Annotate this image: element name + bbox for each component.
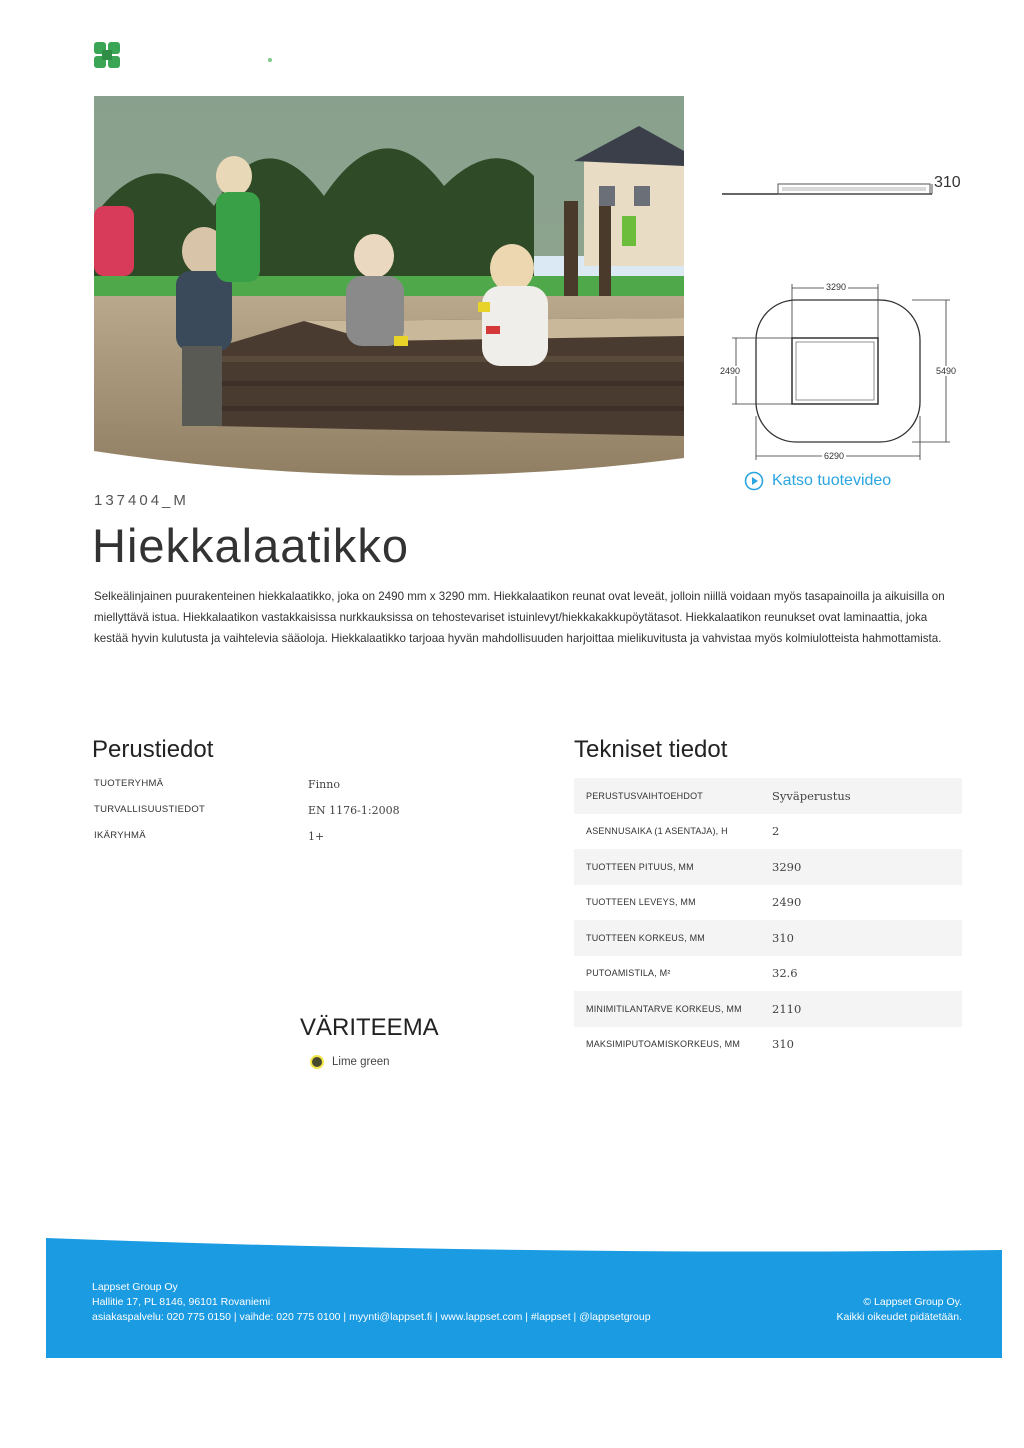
tech-info-value: 310	[772, 930, 794, 945]
tech-info-title: Tekniset tiedot	[574, 736, 728, 763]
tech-info-label: TUOTTEEN PITUUS, MM	[586, 861, 694, 872]
product-title: Hiekkalaatikko	[92, 519, 410, 572]
tech-info-row	[574, 814, 962, 850]
footer-address: Hallitie 17, PL 8146, 96101 Rovaniemi	[92, 1296, 271, 1308]
basic-info-value: 1+	[308, 830, 325, 843]
footer-company: Lappset Group Oy	[92, 1281, 178, 1293]
basic-info-row	[94, 798, 454, 824]
color-swatch-label: Lime green	[332, 1056, 390, 1068]
tech-info-value: 2110	[772, 1001, 802, 1016]
basic-info-label: IKÄRYHMÄ	[94, 830, 146, 841]
footer-copyright	[790, 1295, 962, 1325]
bottom-width-label: 6290	[824, 451, 845, 461]
tech-info-label: MAKSIMIPUTOAMISKORKEUS, MM	[586, 1039, 741, 1050]
tech-info-label: MINIMITILANTARVE KORKEUS, MM	[586, 1003, 742, 1014]
basic-info-value: EN 1176-1:2008	[308, 804, 400, 817]
tech-info-row	[574, 991, 962, 1027]
basic-info-row	[94, 772, 454, 798]
copyright-text: © Lappset Group Oy.	[863, 1296, 962, 1308]
top-width-label: 3290	[826, 282, 847, 292]
tech-info-value: 2490	[772, 895, 802, 910]
lime-green-swatch	[310, 1055, 324, 1069]
tech-info-value: 2	[772, 824, 780, 839]
playground-photo	[94, 96, 684, 484]
tech-info-value: 310	[772, 1037, 794, 1052]
tech-info-table	[574, 778, 962, 1062]
color-theme-title: VÄRITEEMA	[300, 1014, 439, 1041]
clover-logo-icon	[94, 42, 120, 68]
basic-info-label: TURVALLISUUSTIEDOT	[94, 804, 206, 815]
tech-info-row	[574, 920, 962, 956]
tech-info-label: ASENNUSAIKA (1 ASENTAJA), H	[586, 826, 728, 837]
basic-info-value: Finno	[308, 778, 340, 791]
product-code: 137404_M	[94, 492, 189, 509]
tech-info-row	[574, 1027, 962, 1063]
tech-info-value: 3290	[772, 859, 802, 874]
watch-video-label: Katso tuotevideo	[772, 472, 892, 489]
color-swatch-item	[310, 1055, 390, 1069]
watch-video-link[interactable]	[744, 468, 891, 494]
tech-info-row	[574, 849, 962, 885]
tech-info-value: 32.6	[772, 966, 798, 981]
right-depth-label: 5490	[936, 366, 957, 376]
top-view-drawing	[712, 276, 972, 472]
logo-mark-dot	[268, 58, 272, 62]
play-circle-icon	[744, 471, 764, 491]
tech-info-label: TUOTTEEN KORKEUS, MM	[586, 932, 706, 943]
tech-info-row	[574, 956, 962, 992]
basic-info-row	[94, 824, 454, 850]
left-depth-label: 2490	[720, 366, 741, 376]
footer-contacts: asiakaspalvelu: 020 775 0150 | vaihde: 020 775 0100 | myynti@lappset.fi | www.lappset.com | #lappset | @lappsetgroup	[92, 1311, 651, 1323]
side-height-label: 310	[934, 174, 961, 191]
tech-info-label: PERUSTUSVAIHTOEHDOT	[586, 790, 703, 801]
tech-info-label: TUOTTEEN LEVEYS, MM	[586, 897, 696, 908]
basic-info-label: TUOTERYHMÄ	[94, 778, 164, 789]
tech-info-value: Syväperustus	[772, 788, 851, 803]
tech-info-row	[574, 885, 962, 921]
tech-info-row	[574, 778, 962, 814]
basic-info-title: Perustiedot	[92, 736, 214, 763]
rights-text: Kaikki oikeudet pidätetään.	[836, 1311, 962, 1323]
footer-contact	[92, 1280, 651, 1325]
product-description: Selkeälinjainen puurakenteinen hiekkalaatikko, joka on 2490 mm x 3290 mm. Hiekkalaatikon reunat ovat leveät, jolloin niillä voidaan myös tasapainoilla ja aikuisilla on miellyttävä istua. Hiekkalaatikon vastakkaisissa nurkkauksissa on tehostevariset istuinlevyt/hiekkakakkupöytätasot. Hiekkalaatikon reunukset ovat laminaattia, joka kestää hyvin kulutusta ja vaihtelevia sääoloja. Hiekkalaatikko tarjoaa hyvän mahdollisuuden harjoittaa mielikuvitusta ja vahvistaa myös kolmiulotteista hahmottamista.	[94, 590, 945, 645]
basic-info-list	[94, 772, 454, 850]
tech-info-label: PUTOAMISTILA, M²	[586, 968, 671, 979]
